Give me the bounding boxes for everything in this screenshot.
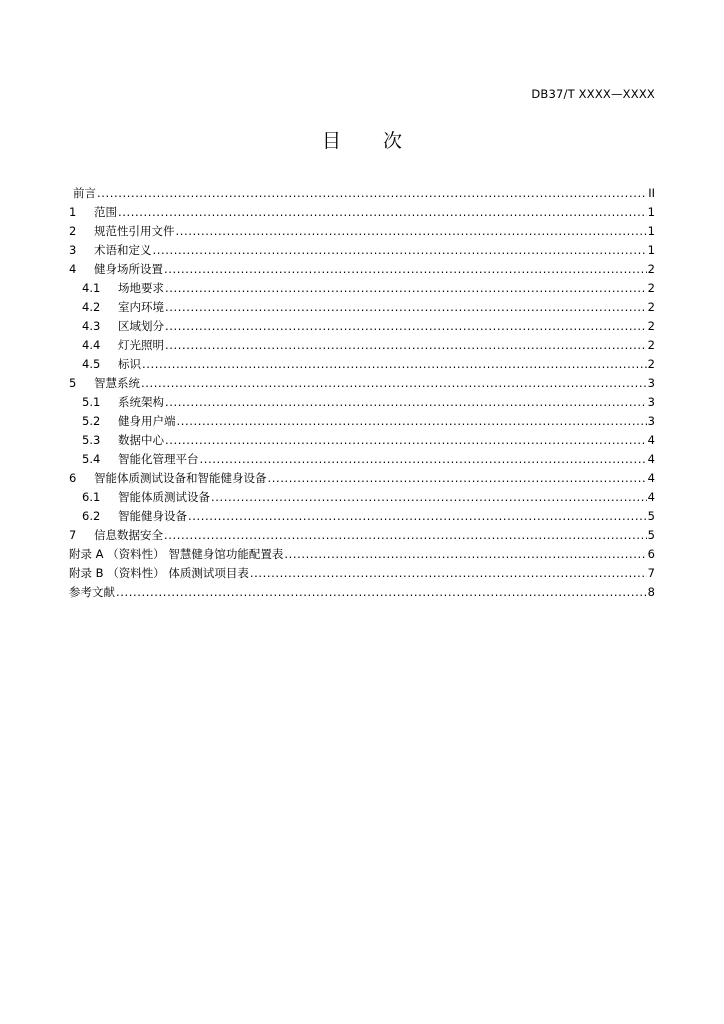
- toc-entry-title: 智能体质测试设备和智能健身设备: [94, 471, 267, 485]
- toc-entry-page: 5: [647, 509, 655, 523]
- toc-leader-dots: [164, 526, 647, 545]
- toc-entry-title: 灯光照明: [118, 338, 164, 352]
- table-of-contents: [69, 184, 655, 602]
- toc-entry[interactable]: [69, 222, 655, 241]
- toc-entry-title: 标识: [118, 357, 141, 371]
- toc-entry-page: 2: [647, 262, 655, 276]
- toc-entry-number: 7: [69, 528, 77, 542]
- toc-entry-title: 前言: [73, 186, 96, 200]
- toc-entry-page: 2: [647, 300, 655, 314]
- toc-entry-number: 1: [69, 205, 77, 219]
- toc-leader-dots: [153, 241, 647, 260]
- toc-entry-number: 5: [69, 376, 77, 390]
- toc-entry-title: 信息数据安全: [94, 528, 163, 542]
- toc-entry[interactable]: [69, 317, 655, 336]
- toc-entry-page: 1: [647, 205, 655, 219]
- toc-entry-page: 4: [647, 471, 655, 485]
- toc-entry-number: 3: [69, 243, 77, 257]
- toc-entry-number: 6.1: [82, 490, 101, 504]
- toc-entry[interactable]: [69, 203, 655, 222]
- toc-entry-number: 2: [69, 224, 77, 238]
- toc-entry[interactable]: [69, 431, 655, 450]
- toc-entry-title: 规范性引用文件: [94, 224, 175, 238]
- toc-leader-dots: [177, 412, 647, 431]
- toc-entry[interactable]: [69, 545, 655, 564]
- toc-entry-page: 4: [647, 490, 655, 504]
- toc-entry[interactable]: [69, 393, 655, 412]
- toc-entry[interactable]: [69, 241, 655, 260]
- toc-leader-dots: [250, 564, 647, 583]
- toc-entry[interactable]: [69, 507, 655, 526]
- toc-entry-page: 8: [647, 585, 655, 599]
- toc-leader-dots: [176, 222, 647, 241]
- toc-entry-number: 5.4: [82, 452, 101, 466]
- toc-entry[interactable]: [69, 583, 655, 602]
- toc-leader-dots: [116, 583, 647, 602]
- toc-entry-title: 健身用户端: [118, 414, 176, 428]
- toc-title: 目 次: [321, 130, 421, 152]
- toc-leader-dots: [188, 507, 647, 526]
- toc-entry[interactable]: [69, 450, 655, 469]
- toc-entry-title: 健身场所设置: [94, 262, 163, 276]
- toc-leader-dots: [142, 355, 647, 374]
- toc-entry-page: 2: [647, 281, 655, 295]
- toc-entry-title: 数据中心: [118, 433, 164, 447]
- toc-leader-dots: [165, 393, 647, 412]
- document-code: DB37/T XXXX—XXXX: [531, 87, 655, 101]
- toc-entry[interactable]: [69, 336, 655, 355]
- toc-entry[interactable]: [69, 488, 655, 507]
- toc-entry-page: 5: [647, 528, 655, 542]
- toc-entry-number: 4.5: [82, 357, 101, 371]
- toc-entry-title: 场地要求: [118, 281, 164, 295]
- toc-entry-title: 室内环境: [118, 300, 164, 314]
- toc-leader-dots: [268, 469, 647, 488]
- toc-leader-dots: [165, 279, 647, 298]
- toc-leader-dots: [165, 336, 647, 355]
- toc-entry-number: 5.2: [82, 414, 101, 428]
- toc-entry-number: 6: [69, 471, 77, 485]
- toc-entry-page: 1: [647, 243, 655, 257]
- toc-entry-page: 2: [647, 338, 655, 352]
- toc-entry-title: 智能化管理平台: [118, 452, 199, 466]
- toc-entry-title: 附录 B （资料性） 体质测试项目表: [69, 566, 249, 580]
- toc-leader-dots: [164, 260, 647, 279]
- toc-entry-title: 参考文献: [69, 585, 115, 599]
- toc-entry-page: 3: [647, 414, 655, 428]
- toc-entry-page: 1: [647, 224, 655, 238]
- toc-entry-title: 智能体质测试设备: [118, 490, 210, 504]
- toc-leader-dots: [141, 374, 647, 393]
- toc-entry-page: 2: [647, 357, 655, 371]
- toc-entry-number: 4.2: [82, 300, 101, 314]
- toc-entry-page: 4: [647, 433, 655, 447]
- toc-entry-page: 3: [647, 395, 655, 409]
- toc-entry-number: 4.4: [82, 338, 101, 352]
- toc-entry[interactable]: [69, 412, 655, 431]
- toc-leader-dots: [211, 488, 647, 507]
- toc-entry-page: 4: [647, 452, 655, 466]
- toc-entry[interactable]: [69, 279, 655, 298]
- toc-leader-dots: [97, 184, 647, 203]
- toc-entry-title: 区域划分: [118, 319, 164, 333]
- toc-entry-title: 附录 A （资料性） 智慧健身馆功能配置表: [69, 547, 284, 561]
- toc-leader-dots: [165, 431, 647, 450]
- toc-entry[interactable]: [69, 184, 655, 203]
- toc-leader-dots: [165, 298, 647, 317]
- toc-entry-number: 4.3: [82, 319, 101, 333]
- toc-entry[interactable]: [69, 374, 655, 393]
- toc-entry-number: 5.3: [82, 433, 101, 447]
- toc-entry[interactable]: [69, 564, 655, 583]
- toc-entry-title: 智能健身设备: [118, 509, 187, 523]
- toc-entry[interactable]: [69, 260, 655, 279]
- toc-entry-number: 4.1: [82, 281, 101, 295]
- toc-entry-page: 6: [647, 547, 655, 561]
- toc-entry[interactable]: [69, 469, 655, 488]
- toc-entry-title: 术语和定义: [94, 243, 152, 257]
- toc-entry-title: 范围: [94, 205, 117, 219]
- toc-entry-number: 5.1: [82, 395, 101, 409]
- toc-entry[interactable]: [69, 298, 655, 317]
- toc-entry-number: 4: [69, 262, 77, 276]
- toc-entry-title: 系统架构: [118, 395, 164, 409]
- toc-entry-page: 2: [647, 319, 655, 333]
- toc-leader-dots: [118, 203, 647, 222]
- toc-entry-title: 智慧系统: [94, 376, 140, 390]
- toc-entry-page: II: [648, 186, 655, 200]
- toc-leader-dots: [165, 317, 647, 336]
- toc-leader-dots: [200, 450, 647, 469]
- toc-entry-number: 6.2: [82, 509, 101, 523]
- toc-entry-page: 7: [647, 566, 655, 580]
- toc-entry[interactable]: [69, 526, 655, 545]
- toc-entry-page: 3: [647, 376, 655, 390]
- toc-leader-dots: [284, 545, 646, 564]
- toc-entry[interactable]: [69, 355, 655, 374]
